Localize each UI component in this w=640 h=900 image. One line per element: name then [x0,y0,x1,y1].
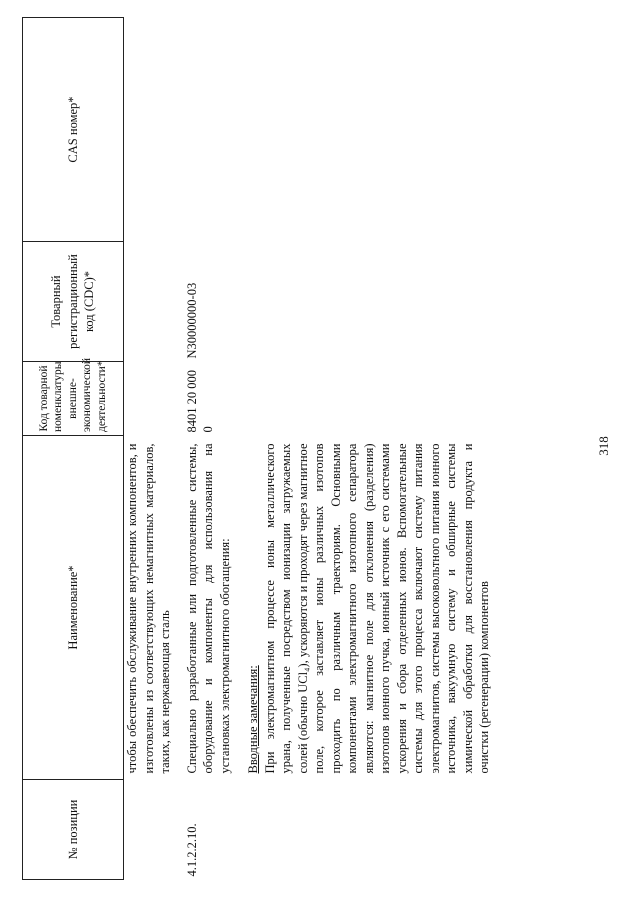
continuation-name: чтобы обеспечить обслуживание внутренних компонентов, и изготовлены из соответствующих немагнитных материалов, таких, как нержавеющая сталь [125,443,172,774]
header-position: № позиции [23,780,124,880]
notes-text: При электромагнитном процессе ионы металлического урана, полученные посредством ионизации загружаемых солей (обычно UCl₄), ускоряются и проходят через магнитное поле, которое заставляет ионы различных изотопов проходить по различным траекториям. Основными компонентами электромагнитного изотопного сепаратора являются: магнитное поле для отклонения (разделения) изотопов ионного пучка, ионный источник с его системами ускорения и сбора отделенных ионов. Вспомогательные системы для этого процесса включают систему питания электромагнитов, системы высоковольтного питания ионного источника, вакуумную систему и обширные системы химической обработки для восстановления продукта и очистки (регенерации) компонентов [262,443,491,774]
entry-name: Специально разработанные или подготовленные системы, оборудование и компоненты для использования на установках электромагнитного обогащения: [184,443,232,774]
entry-position: 4.1.2.2.10. [184,823,199,877]
header-name: Наименование* [23,436,124,780]
notes-heading: Вводные замечания: [246,665,260,774]
entry-cas-number [184,18,493,242]
export-control-table [22,17,493,880]
table-row [184,18,493,880]
header-registry-code: Товарный регистрационный код (CDC)* [23,242,124,362]
entry-name-cell [184,436,493,780]
entry-registry-code: N30000000-03 [184,282,199,359]
page-number: 318 [596,436,611,456]
continuation-position [124,780,174,880]
header-cas-number: CAS номер* [23,18,124,242]
header-code: Код товарной номенклатуры внешне-экономической деятельности* [23,362,124,436]
entry-code: 8401 20 000 0 [184,370,215,433]
table-header-row [23,18,124,880]
table-row-continuation [124,18,174,880]
